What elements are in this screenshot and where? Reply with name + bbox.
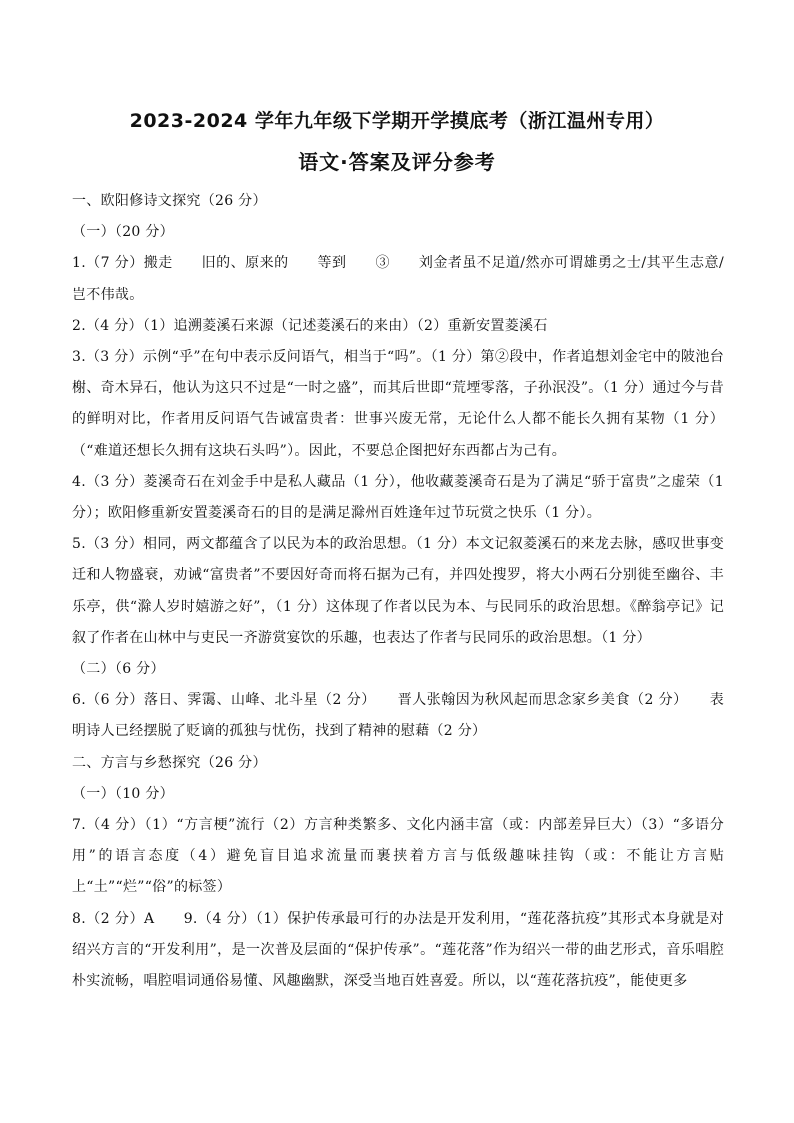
answer-paragraph: 6.（6 分）落日、霁霭、山峰、北斗星（2 分） 晋人张翰因为秋风起而思念家乡美食（2 分） 表明诗人已经摆脱了贬谪的孤独与忧伤，找到了精神的慰藉（2 分） bbox=[72, 692, 724, 740]
answer-paragraph: 4.（3 分）菱溪奇石在刘金手中是私人藏品（1 分），他收藏菱溪奇石是为了满足“骄于富贵”之虚荣（1 分）；欧阳修重新安置菱溪奇石的目的是满足滁州百姓逢年过节玩赏之快乐（1 分）。 bbox=[72, 473, 724, 522]
section-heading: 一、欧阳修诗文探究（26 分） bbox=[72, 193, 267, 209]
answer-paragraph: 2.（4 分）（1）追溯菱溪石来源（记述菱溪石的来由）（2）重新安置菱溪石 bbox=[72, 317, 548, 334]
answer-paragraph: 7.（4 分）（1）“方言梗”流行（2）方言种类繁多、文化内涵丰富（或：内部差异巨大）（3）“多语分用”的语言态度（4）避免盲目追求流量而裹挟着方言与低级趣味挂钩（或：不能让方言贴上“土”“烂”“俗”的标签） bbox=[72, 817, 724, 896]
document-subtitle: 语文·答案及评分参考 bbox=[298, 150, 496, 174]
document-title: 2023-2024 学年九年级下学期开学摸底考（浙江温州专用） bbox=[129, 110, 665, 132]
subsection-heading: （一）（10 分） bbox=[72, 785, 174, 802]
answer-paragraph: 5.（3 分）相同，两文都蕴含了以民为本的政治思想。（1 分）本文记叙菱溪石的来龙去脉，感叹世事变迁和人物盛衰，劝诫“富贵者”不要因好奇而将石据为己有，并四处搜罗，将大小两石分别徙至幽谷、丰乐亭，供“滁人岁时嬉游之好”，（1 分）这体现了作者以民为本、与民同乐的政治思想。《醉翁亭记》记叙了作者在山林中与吏民一齐游赏宴饮的乐趣，也表达了作者与民同乐的政治思想。（1 分） bbox=[72, 536, 724, 646]
subsection-heading: （二）（6 分） bbox=[72, 661, 165, 678]
answer-paragraph: 1.（7 分）搬走 旧的、原来的 等到 ③ 刘金者虽不足道/然亦可谓雄勇之士/其平生志意/岂不伟哉。 bbox=[72, 255, 724, 303]
section-heading: 二、方言与乡愁探究（26 分） bbox=[72, 754, 267, 771]
answer-paragraph: 8.（2 分）A 9.（4 分）（1）保护传承最可行的办法是开发利用，“莲花落抗疫”其形式本身就是对绍兴方言的“开发利用”，是一次普及层面的“保护传承”。“莲花落”作为绍兴一带的曲艺形式，音乐唱腔朴实流畅，唱腔唱词通俗易懂、风趣幽默，深受当地百姓喜爱。所以，以“莲花落抗疫”，能使更多 bbox=[72, 910, 724, 990]
answer-paragraph: 3.（3 分）示例“乎”在句中表示反问语气，相当于“吗”。（1 分）第②段中，作者追想刘金宅中的陂池台榭、奇木异石，他认为这只不过是“一时之盛”，而其后世即“荒堙零落，子孙泯没”。（1 分）通过今与昔的鲜明对比，作者用反问语气告诫富贵者：世事兴废无常，无论什么人都不能长久拥有某物（1 分）（“难道还想长久拥有这块石头吗”）。因此，不要总企图把好东西都占为己有。 bbox=[72, 349, 724, 459]
answer-content bbox=[72, 186, 724, 997]
subsection-heading: （一）（20 分） bbox=[72, 224, 174, 241]
